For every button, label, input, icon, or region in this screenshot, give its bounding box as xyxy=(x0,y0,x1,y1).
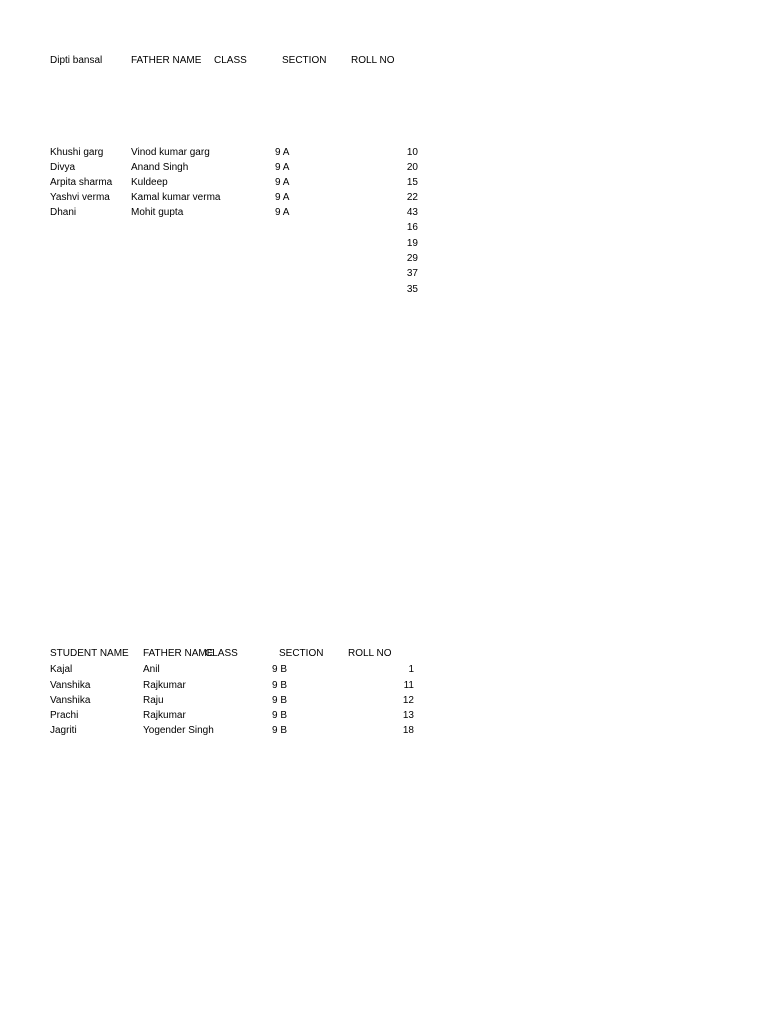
table2-header-roll: ROLL NO xyxy=(348,648,392,659)
table1-header-father: FATHER NAME xyxy=(131,55,202,66)
table1-father: Mohit gupta xyxy=(131,207,184,218)
table1-student: Dhani xyxy=(50,207,77,218)
table1-student: Khushi garg xyxy=(50,147,104,158)
table2-section: 9 B xyxy=(272,695,288,706)
table1-roll: 43 xyxy=(406,207,418,218)
table2-header-father: FATHER NAME xyxy=(143,648,214,659)
table1-section: 9 A xyxy=(275,162,290,173)
table2-roll: 12 xyxy=(402,695,414,706)
table2-roll: 1 xyxy=(408,664,414,675)
table1-father: Kamal kumar verma xyxy=(131,192,221,203)
table2-roll: 18 xyxy=(402,725,414,736)
table2-father: Rajkumar xyxy=(143,710,186,721)
table2-header-class: CLASS xyxy=(205,648,238,659)
table1-extra-roll: 19 xyxy=(406,238,418,249)
table1-header-section: SECTION xyxy=(282,55,327,66)
table1-roll: 10 xyxy=(406,147,418,158)
table1-student: Divya xyxy=(50,162,76,173)
table2-student: Prachi xyxy=(50,710,79,721)
table2-student: Jagriti xyxy=(50,725,77,736)
table1-section: 9 A xyxy=(275,147,290,158)
table1-header-class: CLASS xyxy=(214,55,247,66)
table1-roll: 20 xyxy=(406,162,418,173)
table1-student: Yashvi verma xyxy=(50,192,110,203)
table1-father: Kuldeep xyxy=(131,177,168,188)
table2-header-section: SECTION xyxy=(279,648,324,659)
table2-student: Vanshika xyxy=(50,695,91,706)
table2-student: Kajal xyxy=(50,664,73,675)
table1-father: Anand Singh xyxy=(131,162,189,173)
table2-roll: 13 xyxy=(402,710,414,721)
table2-roll: 11 xyxy=(403,680,414,691)
table1-header-roll: ROLL NO xyxy=(351,55,395,66)
table1-extra-roll: 29 xyxy=(406,253,418,264)
table1-extra-roll: 16 xyxy=(406,222,418,233)
table1-header-student: Dipti bansal xyxy=(50,55,103,66)
table1-section: 9 A xyxy=(275,177,290,188)
table2-father: Anil xyxy=(143,664,160,675)
table1-extra-roll: 37 xyxy=(406,268,418,279)
table2-header-student: STUDENT NAME xyxy=(50,648,129,659)
table2-section: 9 B xyxy=(272,725,288,736)
table1-roll: 15 xyxy=(406,177,418,188)
table1-section: 9 A xyxy=(275,192,290,203)
table1-student: Arpita sharma xyxy=(50,177,113,188)
table2-student: Vanshika xyxy=(50,680,91,691)
table1-father: Vinod kumar garg xyxy=(131,147,210,158)
table1-section: 9 A xyxy=(275,207,290,218)
table2-section: 9 B xyxy=(272,664,288,675)
table2-section: 9 B xyxy=(272,680,288,691)
table2-father: Rajkumar xyxy=(143,680,186,691)
table2-father: Yogender Singh xyxy=(143,725,214,736)
table1-roll: 22 xyxy=(406,192,418,203)
table2-father: Raju xyxy=(143,695,164,706)
table2-section: 9 B xyxy=(272,710,288,721)
table1-extra-roll: 35 xyxy=(406,284,418,295)
